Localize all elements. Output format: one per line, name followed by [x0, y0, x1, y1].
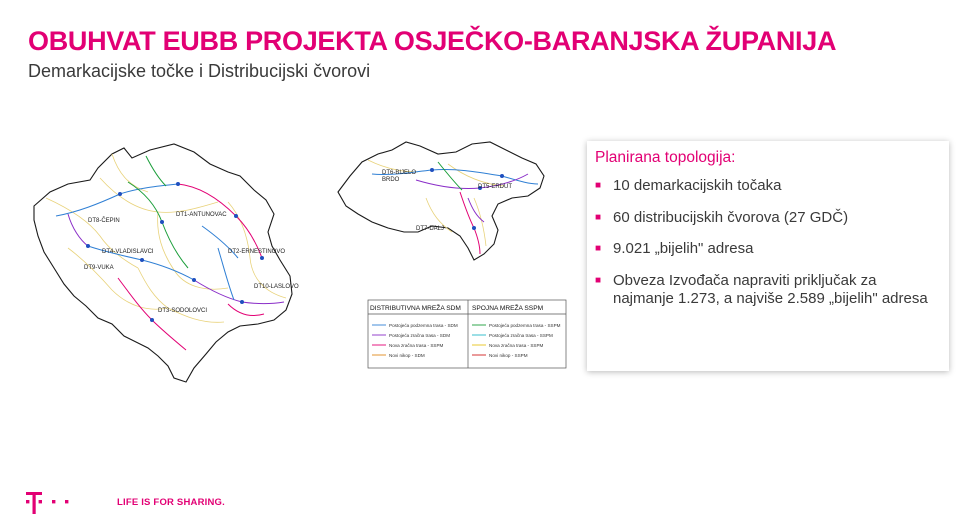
legend-left-item: Postojeća zračna trasa - SDM [389, 333, 451, 338]
list-item-text: 9.021 „bijelih" adresa [613, 240, 754, 257]
slide-subtitle: Demarkacijske točke i Distribucijski čvorovi [28, 61, 371, 81]
map-label-dalj: DT7-DALJ [416, 226, 445, 232]
map-label-bijelo: DT6-BIJELO [382, 170, 417, 176]
bullet-icon: ■ [595, 274, 602, 286]
list-item-text: 10 demarkacijskih točaka [613, 177, 782, 194]
bullet-icon: ■ [595, 211, 602, 223]
bullet-icon: ■ [595, 180, 602, 191]
legend-right-item: Nova zračna trasa - SSPM [489, 343, 544, 348]
legend-right-title: SPOJNA MREŽA SSPM [472, 305, 544, 312]
legend-left-item: Novi nikop - SDM [389, 353, 425, 358]
legend-right-item: Postojeća podzemna trasa - SSPM [489, 323, 561, 328]
right-map [338, 142, 544, 260]
legend-left-item: Postojeća podzemna trasa - SDM [389, 323, 458, 328]
map-label-erdut: DT5-ERDUT [478, 184, 512, 190]
left-map [34, 144, 299, 382]
list-item [593, 177, 939, 195]
list-item-text: 60 distribucijskih čvorova (27 GDČ) [613, 208, 849, 226]
map-label-laslovo: DT10-LASLOVO [254, 284, 299, 290]
map-label-sodolovci: DT3-SODOLOVCI [158, 308, 208, 314]
footer-slogan: LIFE IS FOR SHARING. [117, 497, 225, 508]
map-label-brdo: BRDO [382, 177, 400, 183]
map-label-ernestinovo: DT2-ERNESTINOVO [228, 249, 286, 255]
map-legend [368, 300, 566, 368]
topology-list [593, 177, 939, 321]
coverage-maps [28, 128, 578, 393]
list-item [593, 272, 939, 308]
list-item [593, 240, 939, 258]
legend-left-title: DISTRIBUTIVNA MREŽA SDM [370, 305, 461, 312]
topology-heading: Planirana topologija: [595, 149, 736, 166]
map-label-vuka: DT9-VUKA [84, 265, 114, 271]
bullet-icon: ■ [595, 243, 602, 254]
telekom-logo-icon [26, 488, 86, 518]
legend-right-item: Novi nikop - SSPM [489, 353, 528, 358]
map-label-antunovac: DT1-ANTUNOVAC [176, 212, 227, 218]
map-label-vladislavci: DT4-VLADISLAVCI [102, 249, 154, 255]
list-item [593, 209, 939, 227]
list-item-text: Obveza Izvođača napraviti priključak za najmanje 1.273, a najviše 2.589 „bijelih" adresa [613, 271, 928, 307]
topology-info-box [587, 141, 949, 371]
slide-title: OBUHVAT EUBB PROJEKTA OSJEČKO-BARANJSKA ŽUPANIJA [28, 26, 837, 56]
legend-left-item: Nova zračna trasa - SSPM [389, 343, 444, 348]
legend-right-item: Postojeća zračna trasa - SSPM [489, 333, 553, 338]
map-label-cepin: DT8-ČEPIN [88, 218, 120, 224]
